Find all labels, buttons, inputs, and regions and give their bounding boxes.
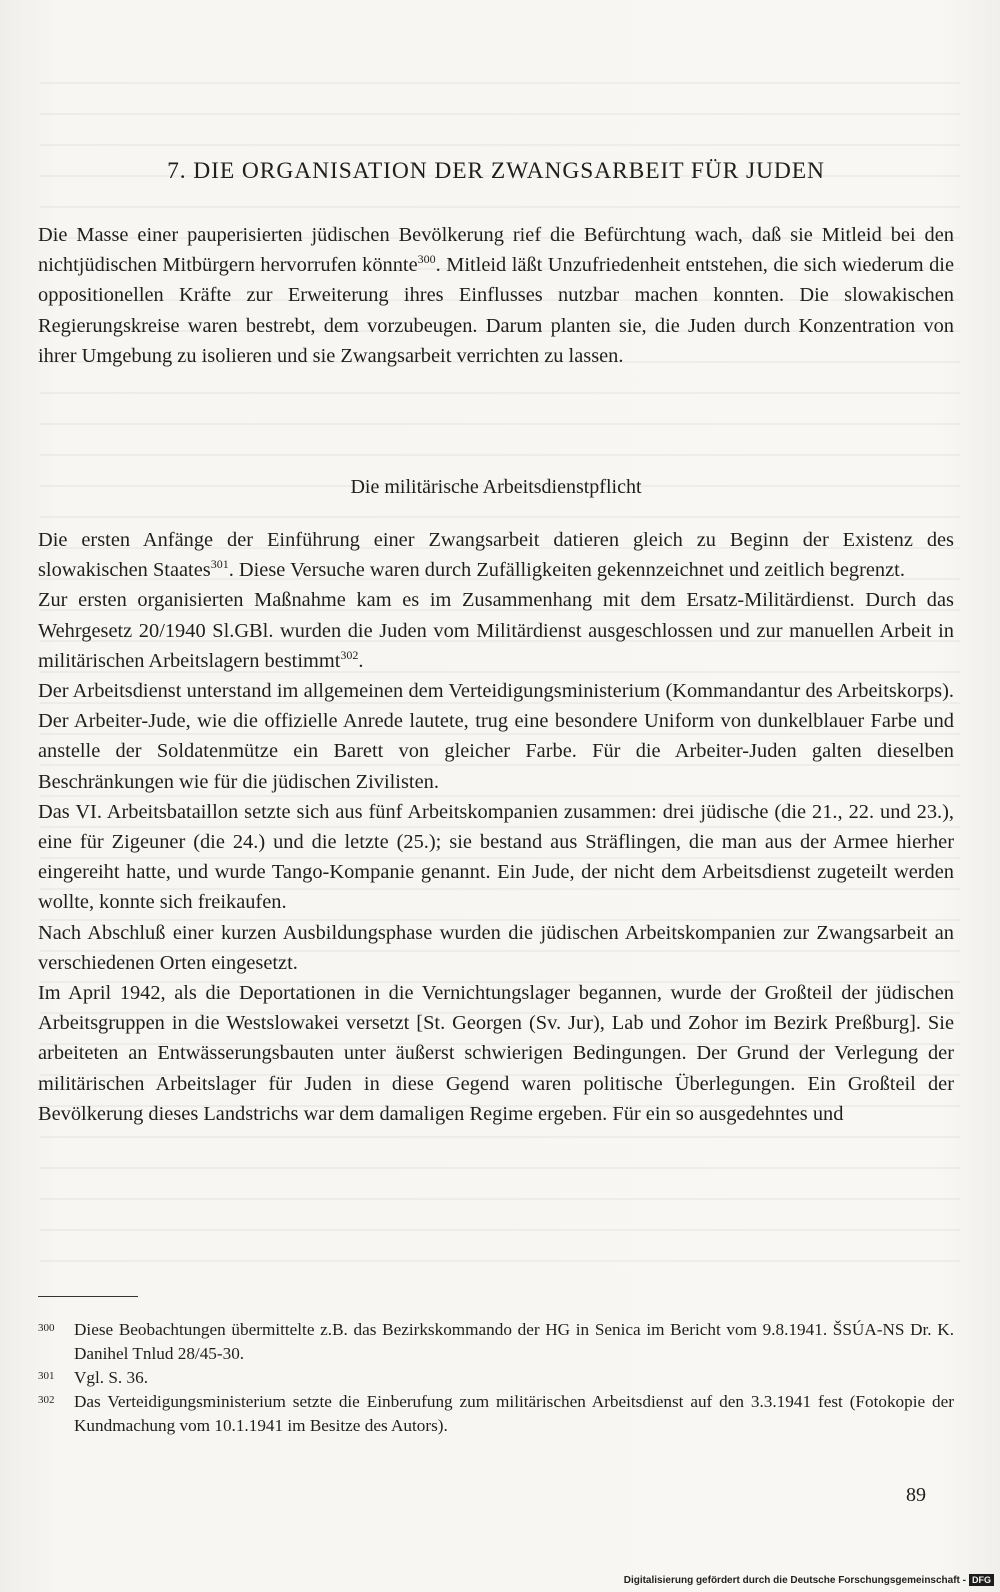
footnotes	[38, 1318, 954, 1438]
footnote-ref-302[interactable]: 302	[340, 647, 359, 662]
footnote-number: 301	[38, 1370, 55, 1382]
footnote-ref-301[interactable]: 301	[210, 557, 229, 572]
section-heading: Die militärische Arbeitsdienstpflicht	[350, 476, 642, 498]
footnote-ref-300[interactable]: 300	[417, 252, 436, 267]
paragraph: Nach Abschluß einer kurzen Ausbildungsphase wurden die jüdischen Arbeitskompanien zur Zwangsarbeit an verschiedenen Orten eingesetzt.	[38, 921, 954, 974]
text-run: . Diese Versuche waren durch Zufälligkeiten gekennzeichnet und zeitlich begrenzt.	[228, 559, 905, 582]
text-run: Die Masse einer pauperisierten jüdischen Bevölkerung rief die Befürchtung wach, daß sie Mitleid bei den nichtjüdischen Mitbürgern hervorrufen könnte	[38, 224, 954, 277]
text-run: Die ersten Anfänge der Einführung einer Zwangsarbeit datieren gleich zu Beginn der Existenz des slowakischen Staates	[38, 529, 954, 582]
paragraph	[38, 585, 954, 676]
paragraph: Der Arbeitsdienst unterstand im allgemeinen dem Verteidigungsministerium (Kommandantur des Arbeitskorps). Der Arbeiter-Jude, wie die offizielle Anrede lautete, trug eine besondere Uniform von dunkelblauer Farbe und anstelle der Soldatenmütze ein Barett von gleicher Farbe. Für die Arbeiter-Juden galten dieselben Beschränkungen wie für die jüdischen Zivilisten.	[38, 680, 954, 793]
paragraph	[38, 220, 954, 371]
digitization-credit	[624, 1574, 994, 1586]
footnote-separator	[38, 1296, 138, 1297]
footnote	[38, 1390, 954, 1438]
footnote	[38, 1318, 954, 1366]
page-number: 89	[906, 1484, 926, 1506]
paragraph: Im April 1942, als die Deportationen in die Vernichtungslager begannen, wurde der Großteil der jüdischen Arbeitsgruppen in die Westslowakei versetzt [St. Georgen (Sv. Jur), Lab und Zohor im Bezirk Preßburg]. Sie arbeiteten an Entwässerungsbauten unter äußerst schwierigen Bedingungen. Der Grund der Verlegung der militärischen Arbeitslager für Juden in diese Gegend waren politische Überlegungen. Ein Großteil der Bevölkerung dieses Landstrichs war dem damaligen Regime ergeben. Für ein so ausgedehntes und	[38, 982, 954, 1125]
chapter-heading: 7. DIE ORGANISATION DER ZWANGSARBEIT FÜR JUDEN	[167, 158, 825, 184]
footnote-text: Diese Beobachtungen übermittelte z.B. das Bezirkskommando der HG in Senica im Bericht vom 9.8.1941. ŠSÚA-NS Dr. K. Danihel Tnlud 28/45-30.	[74, 1320, 954, 1363]
dfg-logo-icon: DFG	[969, 1574, 994, 1586]
footnote-number: 302	[38, 1394, 55, 1406]
section-body	[38, 525, 954, 1129]
text-run: . Mitleid läßt Unzufriedenheit entstehen, die sich wiederum die oppositionellen Kräfte zur Erweiterung ihres Einflusses nutzbar machen konnten. Die slowakischen Regierungskreise waren bestrebt, dem vorzubeugen. Darum planten sie, die Juden durch Konzentration von ihrer Umgebung zu isolieren und sie Zwangsarbeit verrichten zu lassen.	[38, 254, 954, 367]
credit-text: Digitalisierung gefördert durch die Deutsche Forschungsgemeinschaft -	[623, 1574, 966, 1586]
footnote	[38, 1366, 954, 1390]
text-run: .	[358, 649, 364, 672]
paragraph: Das VI. Arbeitsbataillon setzte sich aus fünf Arbeitskompanien zusammen: drei jüdische (die 21., 22. und 23.), eine für Zigeuner (die 24.) und die letzte (25.); sie bestand aus Sträflingen, die man aus der Armee hierher eingereiht hatte, und wurde Tango-Kompanie genannt. Ein Jude, der nicht dem Arbeitsdienst zugeteilt werden wollte, konnte sich freikaufen.	[38, 800, 954, 914]
paragraph	[38, 525, 954, 585]
footnote-text: Vgl. S. 36.	[74, 1368, 149, 1387]
footnote-text: Das Verteidigungsministerium setzte die Einberufung zum militärischen Arbeitsdienst auf den 3.3.1941 fest (Fotokopie der Kundmachung vom 10.1.1941 im Besitze des Autors).	[74, 1392, 954, 1435]
footnote-number: 300	[38, 1322, 55, 1334]
intro-paragraph	[38, 220, 954, 371]
text-run: Zur ersten organisierten Maßnahme kam es im Zusammenhang mit dem Ersatz-Militärdienst. Durch das Wehrgesetz 20/1940 Sl.GBl. wurden die Juden vom Militärdienst ausgeschlossen und zur manuellen Arbeit in militärischen Arbeitslagern bestimmt	[38, 589, 954, 672]
